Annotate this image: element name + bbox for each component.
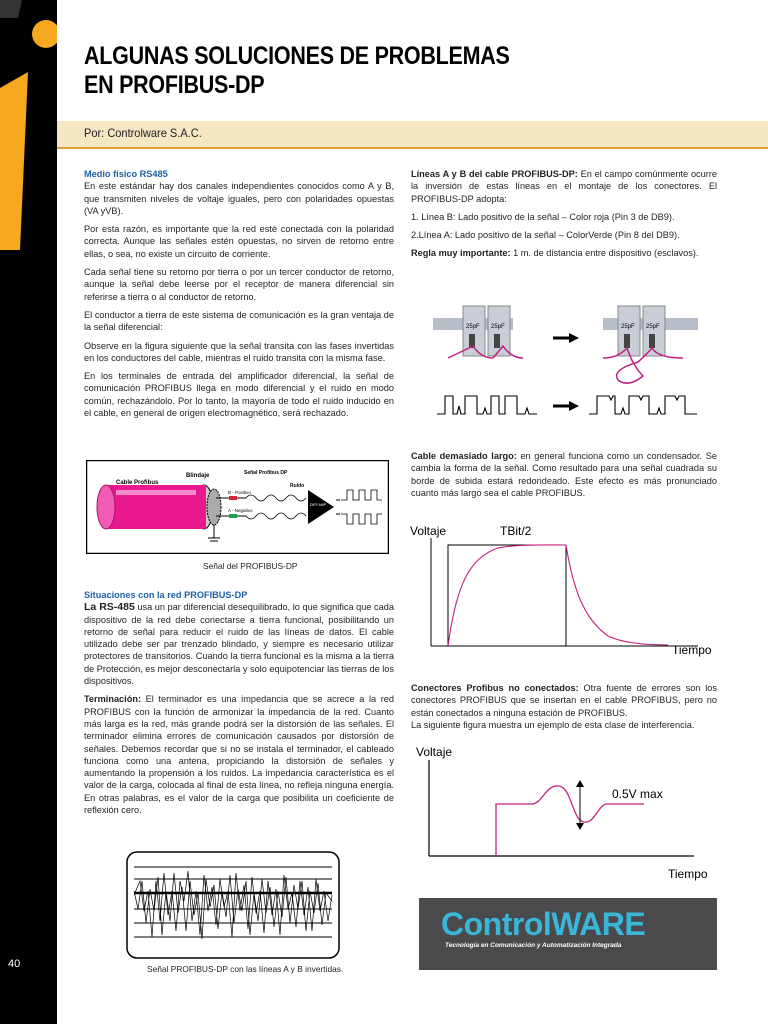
paragraph: [411, 450, 717, 499]
connector-label: 25pF: [621, 324, 635, 330]
lead-text: Conectores Profibus no conectados:: [411, 683, 579, 693]
sidebar-strip: [0, 0, 57, 1024]
right-column-connectors: [411, 682, 717, 737]
figure-caption: Señal PROFIBUS-DP con las líneas A y B invertidas.: [147, 964, 344, 974]
paragraph-body: En el campo comúnmente ocurre la inversión de estas líneas en el montaje de los conectores. El PROFIBUS-DP adopta:: [411, 169, 717, 204]
author-line: Por: Controlware S.A.C.: [84, 126, 202, 140]
paragraph: [84, 601, 394, 687]
left-column-lower: [84, 589, 394, 822]
chart2-ylabel: Voltaje: [416, 745, 453, 759]
paragraph: El conductor a tierra de este sistema de comunicación es la gran ventaja de la señal diferencial:: [84, 309, 394, 333]
list-item: 2.Línea A: Lado positivo de la señal – ColorVerde (Pin 8 del DB9).: [411, 230, 680, 241]
article-title: [84, 42, 634, 100]
label-b-positivo: B - Positivo: [228, 490, 251, 495]
chart1-xlabel: Tiempo: [672, 643, 712, 657]
label-ruido: Ruido: [290, 483, 305, 489]
lead-text: Líneas A y B del cable PROFIBUS-DP:: [411, 169, 578, 179]
profibus-cable-diagram: [86, 460, 389, 554]
label-senal: Señal Profibus DP: [244, 470, 288, 476]
list-item: 1. Línea B: Lado positivo de la señal – Color roja (Pin 3 de DB9).: [411, 211, 675, 222]
paragraph-body: El terminador es una impedancia que se acrece a la red PROFIBUS con la función de armonizar la impedancia de la red. Cuanto más larga es la red, más grande podrá ser la distorsión de las señales. El terminador elimina errores de comunicación causados por distorsión de señales. Debemos recordar que si no se instala el terminador, el cableado funciona como una antena, propiciando la distorsión de señales y aumentando la propensión a los ruidos. La impedancia característica es el valor de la carga, colocada al final de esta línea, no refleja ninguna energía. En otras palabras, es el valor de la carga que posibilita un coeficiente de reflexión cero.: [84, 694, 394, 816]
brand-i-icon: [0, 0, 57, 1024]
label-blindaje: Blindaje: [186, 473, 210, 479]
section-heading-situaciones: Situaciones con la red PROFIBUS-DP: [84, 590, 248, 600]
lead-text: Regla muy importante:: [411, 248, 511, 259]
chart-long-cable: [408, 518, 718, 658]
chart1-annotation: TBit/2: [500, 524, 532, 538]
paragraph: [84, 693, 394, 816]
chart-interference: [414, 742, 714, 882]
connector-label: 25pF: [491, 324, 505, 330]
page-number: 40: [8, 958, 21, 970]
paragraph: En este estándar hay dos canales independientes conocidos como A y B, que transmiten niveles de voltaje iguales, pero con polaridades opuestas (VA yVB).: [84, 181, 394, 216]
lead-text: Cable demasiado largo:: [411, 451, 517, 461]
label-cable-profibus: Cable Profibus: [116, 480, 159, 486]
figure-caption: Señal del PROFIBUS-DP: [203, 561, 298, 571]
paragraph: En los terminales de entrada del amplificador diferencial, la señal de comunicación PROFIBUS llega en modo diferencial y el ruido en modo común, rechazándolo. Por lo tanto, la mayoría de todo el ruido inducido en el cable, en general de origen electromagnético, será rechazado.: [84, 371, 394, 419]
paragraph: La siguiente figura muestra un ejemplo de esta clase de interferencia.: [411, 719, 695, 730]
paragraph: Por esta razón, es importante que la red esté conectada con la polaridad correcta. Aunque las señales estén opuestas, no sirven de retorno entre ellas, o sea, no existe un circuito de corriente.: [84, 224, 394, 259]
left-column: [84, 168, 394, 425]
noisy-signal-figure: [126, 851, 340, 959]
connector-before: [433, 306, 523, 358]
paragraph-body: 1 m. de distancia entre dispositivo (esclavos).: [510, 248, 699, 259]
diff-amp-label: DIFF AMP: [310, 503, 327, 507]
chart2-annotation: 0.5V max: [612, 787, 663, 801]
logo-wordmark: ControlWARE: [441, 906, 646, 942]
paragraph: Observe en la figura siguiente que la señal transita con las fases invertidas en los conductores del cable, mientras el ruido transita con la misma fase.: [84, 340, 394, 363]
right-column: [411, 168, 717, 266]
paragraph-body: en general funciona como un condensador. Se cambia la forma de la señal. Como resultado para una señal cuadrada su borde de subida estará redondeado. Este efecto es más pronunciado cuanto más largo sea el cable PROFIBUS.: [411, 451, 717, 498]
paragraph-body: Otra fuente de errores son los conectores PROFIBUS que se insertan en el cable PROFIBUS, pero no están conectados a ninguna estación de PROFIBUS.: [411, 683, 717, 718]
right-column-cable: [411, 450, 717, 505]
paragraph: [411, 168, 717, 205]
lead-text: Terminación:: [84, 694, 142, 705]
chart1-ylabel: Voltaje: [410, 524, 447, 538]
paragraph-body: usa un par diferencial desequilibrado, lo que significa que cada dispositivo de la red debe conectarse a tierra funcional, posibilitando un retorno de señal para reducir el ruido de las líneas de datos. El cable utilizado debe ser par trenzado blindado, y siempre es necesario utilizar protectores de transitorios. Cuando la tierra funcional es la misma a la tierra de Protección, es mejor desconectarla y solo equipotenciar las tierras de los dispositivos.: [84, 602, 394, 687]
paragraph: [411, 247, 717, 259]
title-line-2: EN PROFIBUS-DP: [84, 71, 265, 99]
chart2-xlabel: Tiempo: [668, 867, 708, 881]
section-heading-rs485: Medio físico RS485: [84, 169, 168, 179]
paragraph: [411, 682, 717, 719]
lead-text: La RS-485: [84, 601, 135, 614]
label-a-negativo: A - Negativo: [228, 508, 253, 513]
connector-label: 25pF: [646, 324, 660, 330]
title-line-1: ALGUNAS SOLUCIONES DE PROBLEMAS: [84, 42, 510, 70]
connector-label: 25pF: [466, 324, 480, 330]
paragraph: Cada señal tiene su retorno por tierra o por un tercer conductor de retorno, aunque la señal debe leerse por el receptor de manera diferencial sin referirse a tierra o al conductor de retorno.: [84, 267, 394, 302]
connector-after: [603, 306, 698, 383]
controlware-logo: [419, 898, 717, 970]
connector-inversion-figure: [433, 296, 703, 424]
logo-tagline: Tecnología en Comunicación y Automatización Integrada: [445, 942, 622, 949]
